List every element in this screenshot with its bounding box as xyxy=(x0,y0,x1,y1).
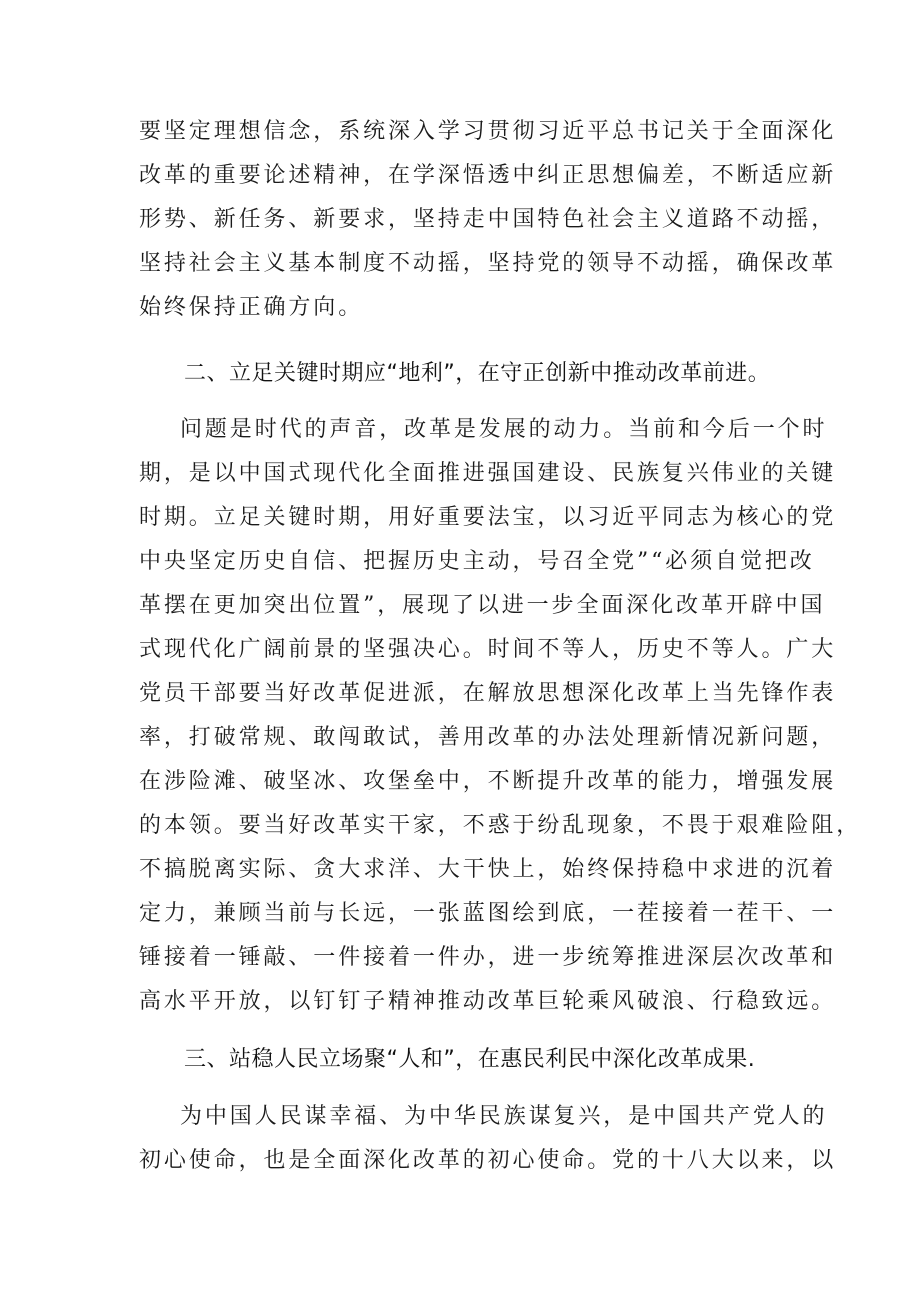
section-heading-3: 三、站稳人民立场聚“人和”，在惠民利民中深化改革成果. xyxy=(184,1047,756,1072)
paragraph-3-line-1: 为中国人民谋幸福、为中华民族谋复兴，是中国共产党人的 xyxy=(180,1104,828,1129)
paragraph-1-line-1: 要坚定理想信念，系统深入学习贯彻习近平总书记关于全面深化 xyxy=(139,119,837,144)
paragraph-2-line-5: 革摆在更加突出位置”，展现了以进一步全面深化改革开辟中国 xyxy=(139,593,826,618)
paragraph-2-line-6: 式现代化广阔前景的坚强决心。时间不等人，历史不等人。广大 xyxy=(139,637,837,662)
paragraph-1-line-3: 形势、新任务、新要求，坚持走中国特色社会主义道路不动摇， xyxy=(139,207,837,232)
paragraph-2-line-1: 问题是时代的声音，改革是发展的动力。当前和今后一个时 xyxy=(180,417,828,442)
paragraph-3-line-2: 初心使命，也是全面深化改革的初心使命。党的十八大以来，以 xyxy=(139,1148,837,1173)
paragraph-2-line-3: 时期。立足关键时期，用好重要法宝，以习近平同志为核心的党 xyxy=(139,505,837,530)
paragraph-2-line-9: 在涉险滩、破坚冰、攻堡垒中，不断提升改革的能力，增强发展 xyxy=(139,769,837,794)
paragraph-2-line-8: 率，打破常规、敢闯敢试，善用改革的办法处理新情况新问题， xyxy=(139,725,837,750)
section-heading-2: 二、立足关键时期应“地利”，在守正创新中推动改革前进。 xyxy=(184,361,771,386)
paragraph-1-line-4: 坚持社会主义基本制度不动摇，坚持党的领导不动摇，确保改革 xyxy=(139,251,837,276)
paragraph-2-line-11: 不搞脱离实际、贪大求洋、大干快上，始终保持稳中求进的沉着 xyxy=(139,857,837,882)
paragraph-1-line-5: 始终保持正确方向。 xyxy=(139,295,364,320)
paragraph-2-line-14: 高水平开放，以钉钉子精神推动改革巨轮乘风破浪、行稳致远。 xyxy=(139,989,837,1014)
paragraph-2-line-7: 党员干部要当好改革促进派，在解放思想深化改革上当先锋作表 xyxy=(139,681,837,706)
paragraph-2-line-13: 锤接着一锤敲、一件接着一件办，进一步统筹推进深层次改革和 xyxy=(139,945,837,970)
paragraph-2-line-4: 中央坚定历史自信、把握历史主动，号召全党”“必须自觉把改 xyxy=(139,549,815,574)
paragraph-2-line-2: 期，是以中国式现代化全面推进强国建设、民族复兴伟业的关键 xyxy=(139,461,837,486)
paragraph-2-line-10: 的本领。要当好改革实干家，不惑于纷乱现象，不畏于艰难险阻， xyxy=(139,813,862,838)
paragraph-2-line-12: 定力，兼顾当前与长远，一张蓝图绘到底，一茬接着一茬干、一 xyxy=(139,901,837,926)
paragraph-1-line-2: 改革的重要论述精神，在学深悟透中纠正思想偏差，不断适应新 xyxy=(139,163,837,188)
